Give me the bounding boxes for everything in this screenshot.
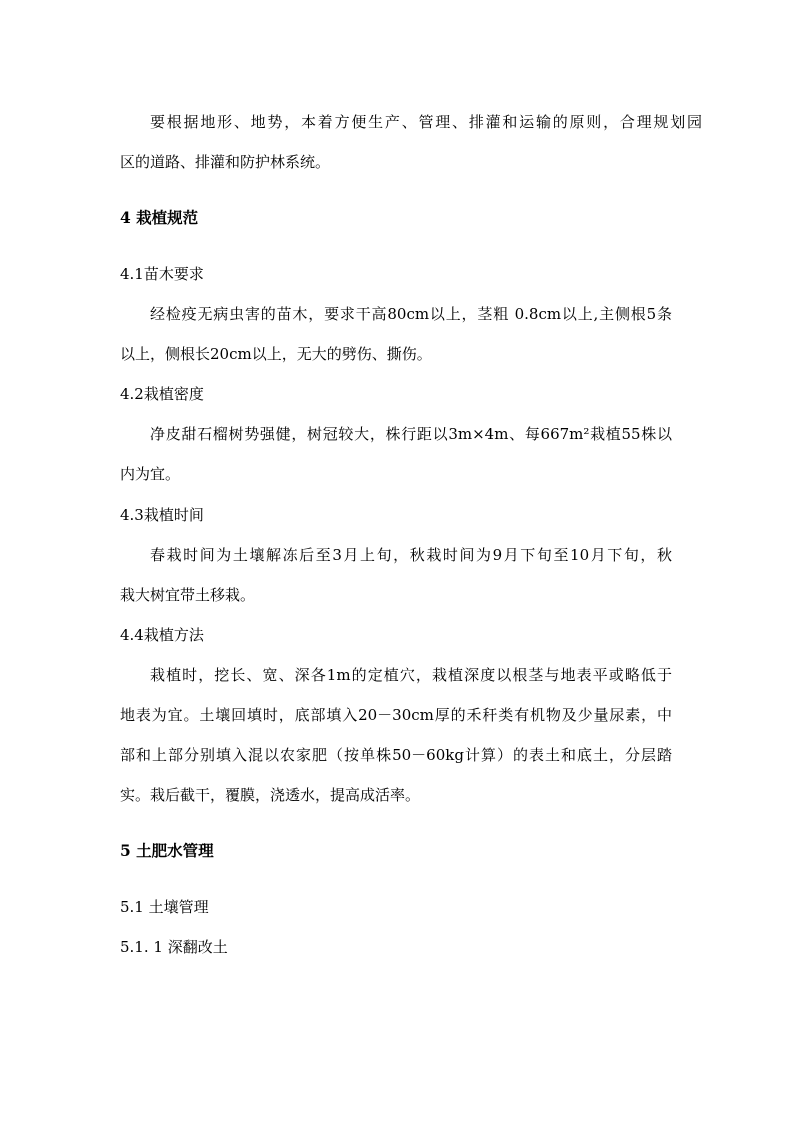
section-4-4-line-3: 部和上部分别填入混以农家肥（按单株50－60kg计算）的表土和底土，分层踏 (120, 746, 672, 764)
section-4-3-heading: 4.3栽植时间 (120, 506, 204, 524)
section-5-1-1-heading: 5.1. 1 深翻改土 (120, 938, 228, 956)
section-4-4-line-4: 实。栽后截干，覆膜，浇透水，提高成活率。 (120, 786, 421, 804)
section-4-1-heading: 4.1苗木要求 (120, 265, 204, 283)
section-4-4-line-1: 栽植时，挖长、宽、深各1m的定植穴，栽植深度以根茎与地表平或略低于 (150, 666, 672, 684)
section-5-heading: 5 土肥水管理 (120, 841, 214, 860)
section-4-3-line-1: 春栽时间为土壤解冻后至3月上旬，秋栽时间为9月下旬至10月下旬，秋 (150, 546, 672, 564)
section-4-1-line-2: 以上，侧根长20cm以上，无大的劈伤、撕伤。 (120, 345, 432, 363)
section-4-2-line-2: 内为宜。 (120, 465, 181, 483)
intro-line-1: 要根据地形、地势，本着方便生产、管理、排灌和运输的原则，合理规划园 (150, 113, 702, 131)
section-4-heading: 4 栽植规范 (120, 208, 199, 227)
section-4-4-line-2: 地表为宜。土壤回填时，底部填入20－30cm厚的禾秆类有机物及少量尿素，中 (120, 706, 672, 724)
section-4-4-heading: 4.4栽植方法 (120, 626, 204, 644)
section-4-2-heading: 4.2栽植密度 (120, 385, 204, 403)
section-5-1-heading: 5.1 土壤管理 (120, 898, 209, 916)
intro-line-2: 区的道路、排灌和防护林系统。 (120, 153, 331, 171)
section-4-2-line-1: 净皮甜石榴树势强健，树冠较大，株行距以3m×4m、每667m²栽植55株以 (150, 425, 672, 443)
section-4-3-line-2: 栽大树宜带土移栽。 (120, 586, 256, 604)
section-4-1-line-1: 经检疫无病虫害的苗木，要求干高80cm以上，茎粗 0.8cm以上,主侧根5条 (150, 305, 672, 323)
